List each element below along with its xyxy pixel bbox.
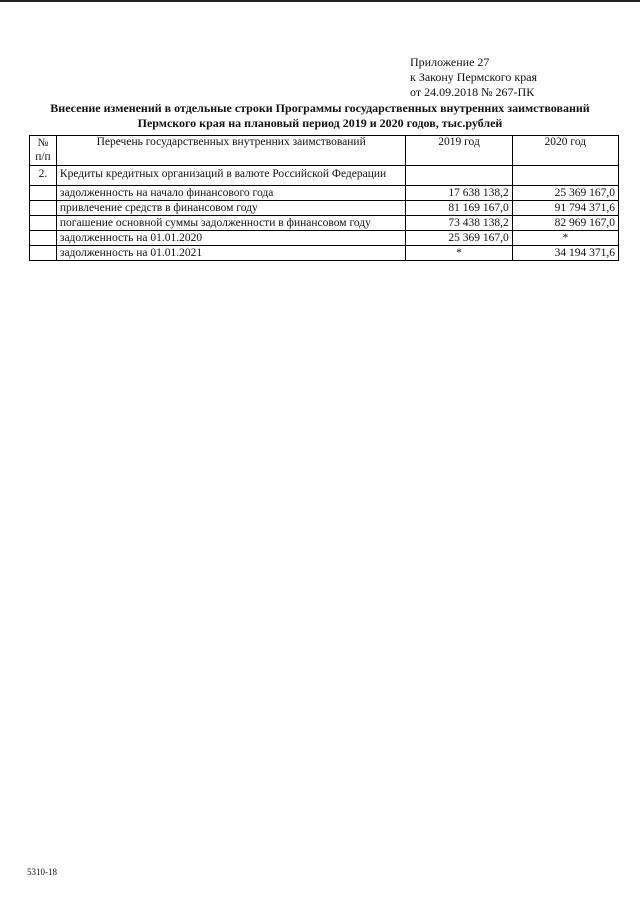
document-title — [30, 101, 610, 131]
table-row — [30, 231, 619, 246]
row-value-2019: 73 438 138,2 — [406, 216, 512, 231]
row-value-2019: 17 638 138,2 — [406, 186, 512, 201]
footer-document-code: 5310-18 — [27, 867, 57, 877]
row-name: привлечение средств в финансовом году — [56, 201, 406, 216]
table-row — [30, 186, 619, 201]
appendix-number: Приложение 27 — [410, 55, 490, 69]
title-line-2: Пермского края на плановый период 2019 и 2020 годов, тыс.рублей — [137, 116, 503, 130]
row-number-cell — [30, 231, 57, 246]
row-name: погашение основной суммы задолженности в финансовом году — [56, 216, 406, 231]
table-header-row — [30, 136, 619, 166]
header-name: Перечень государственных внутренних заимствований — [56, 136, 406, 166]
row-number-cell — [30, 186, 57, 201]
appendix-reference — [410, 55, 537, 100]
table-row — [30, 216, 619, 231]
section-2019-cell — [406, 166, 512, 186]
row-number-cell — [30, 201, 57, 216]
section-number: 2. — [30, 166, 57, 186]
borrowings-table — [29, 135, 619, 261]
row-value-2019: * — [406, 246, 512, 261]
row-value-2020: 82 969 167,0 — [512, 216, 618, 231]
section-2020-cell — [512, 166, 618, 186]
row-number-cell — [30, 216, 57, 231]
row-value-2020: 91 794 371,6 — [512, 201, 618, 216]
row-value-2019: 81 169 167,0 — [406, 201, 512, 216]
row-value-2020: * — [512, 231, 618, 246]
appendix-law: к Закону Пермского края — [410, 70, 538, 84]
row-value-2020: 34 194 371,6 — [512, 246, 618, 261]
row-name: задолженность на 01.01.2021 — [56, 246, 406, 261]
title-line-1: Внесение изменений в отдельные строки Программы государственных внутренних заимствований — [50, 101, 590, 115]
table-section-row — [30, 166, 619, 186]
row-value-2020: 25 369 167,0 — [512, 186, 618, 201]
header-2019: 2019 год — [406, 136, 512, 166]
top-border-line — [0, 0, 640, 2]
row-name: задолженность на начало финансового года — [56, 186, 406, 201]
section-name: Кредиты кредитных организаций в валюте Российской Федерации — [56, 166, 406, 186]
appendix-date: от 24.09.2018 № 267-ПК — [410, 85, 535, 99]
table-row — [30, 246, 619, 261]
row-number-cell — [30, 246, 57, 261]
row-value-2019: 25 369 167,0 — [406, 231, 512, 246]
header-number: № п/п — [30, 136, 57, 166]
header-2020: 2020 год — [512, 136, 618, 166]
table-row — [30, 201, 619, 216]
row-name: задолженность на 01.01.2020 — [56, 231, 406, 246]
